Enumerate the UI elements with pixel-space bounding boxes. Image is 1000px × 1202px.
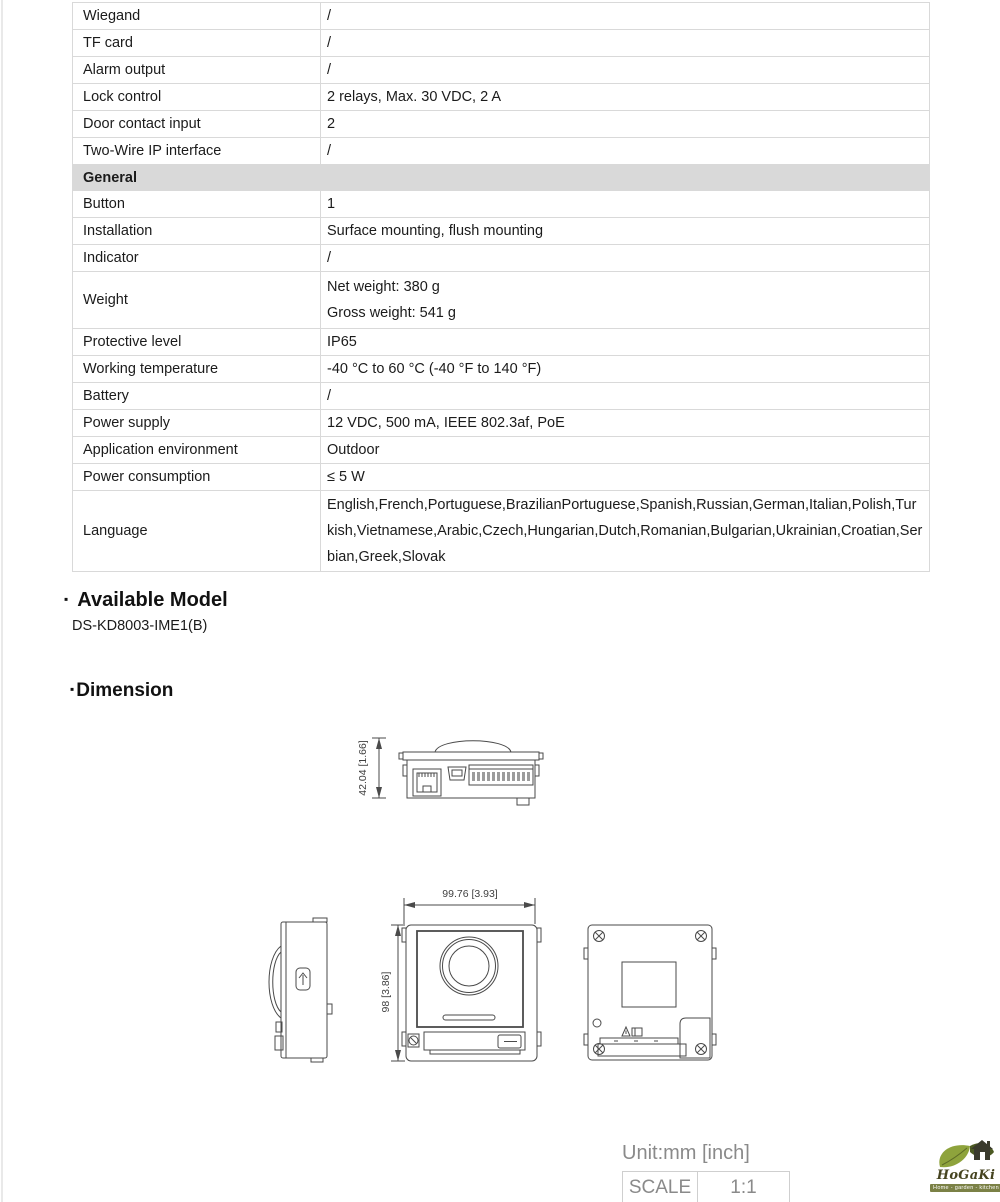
spec-label: Installation: [73, 218, 321, 245]
rear-cutout: [622, 962, 676, 1007]
spec-value: English,French,Portuguese,BrazilianPortuguese,Spanish,Russian,German,Italian,Polish,Turkish,Vietnamese,Arabic,Czech,Hungarian,Dutch,Romanian,Bulgarian,Ukrainian,Croatian,Serbian,Greek,Slovak: [321, 491, 930, 572]
spec-row: [73, 111, 930, 138]
scale-value: 1:1: [698, 1172, 790, 1202]
front-view-drawing: [370, 884, 580, 1064]
spec-row: [73, 218, 930, 245]
spec-row: [73, 272, 930, 329]
side-view-drawing: [255, 906, 340, 1066]
spec-value: 12 VDC, 500 mA, IEEE 802.3af, PoE: [321, 410, 930, 437]
logo-tagline: Home - garden - kitchen: [930, 1184, 1000, 1192]
spec-table: [72, 2, 930, 572]
spec-value-line: Net weight: 380 g: [327, 279, 440, 295]
spec-value-line: Gross weight: 541 g: [327, 305, 456, 321]
spec-row: [73, 30, 930, 57]
dimension-heading: [70, 680, 173, 702]
spec-value: 1: [321, 191, 930, 218]
spec-label: Protective level: [73, 329, 321, 356]
depth-dimension: [357, 738, 386, 798]
hogaki-logo: [930, 1139, 1000, 1192]
spec-row: [73, 84, 930, 111]
available-model-heading: [64, 589, 228, 612]
model-number: DS-KD8003-IME1(B): [72, 618, 208, 634]
logo-brand-text: HoGaKi: [936, 1168, 996, 1183]
spec-label: TF card: [73, 30, 321, 57]
rj45-port: [413, 769, 441, 796]
spec-label: Lock control: [73, 84, 321, 111]
scale-table: [622, 1171, 790, 1202]
bottom-screw: [408, 1034, 419, 1047]
connector-socket: [448, 767, 466, 780]
spec-row: [73, 329, 930, 356]
spec-value: /: [321, 3, 930, 30]
spec-label: Language: [73, 491, 321, 572]
microphone-slot: [443, 1015, 495, 1020]
warning-icons: [622, 1027, 642, 1036]
spec-label: Two-Wire IP interface: [73, 138, 321, 165]
leaf-house-icon: [936, 1139, 996, 1169]
height-dimension: [380, 925, 405, 1061]
spec-value: /: [321, 138, 930, 165]
lens-bulge: [269, 946, 281, 1018]
up-arrow-icon: [296, 968, 310, 990]
spec-label: Weight: [73, 272, 321, 329]
spec-label: Alarm output: [73, 57, 321, 84]
width-dimension-label: 99.76 [3.93]: [442, 888, 498, 900]
page-edge: [1, 0, 3, 1202]
mounting-foot: [517, 798, 529, 805]
spec-row: [73, 57, 930, 84]
bottom-rail: [598, 1038, 686, 1056]
spec-label: Button: [73, 191, 321, 218]
camera-lens: [440, 937, 498, 995]
spec-value: /: [321, 383, 930, 410]
spec-row: [73, 410, 930, 437]
spec-value: [321, 272, 930, 329]
dimension-title: Dimension: [76, 680, 174, 701]
height-dimension-label: 98 [3.86]: [380, 971, 392, 1013]
call-button-bar: [424, 1032, 525, 1054]
spec-value: Outdoor: [321, 437, 930, 464]
device-rear-outline: [584, 925, 716, 1060]
rear-view-drawing: [580, 906, 725, 1066]
spec-row: [73, 138, 930, 165]
spec-label: Indicator: [73, 245, 321, 272]
spec-label: Door contact input: [73, 111, 321, 138]
device-front-outline: [402, 925, 541, 1061]
spec-value: /: [321, 57, 930, 84]
spec-label: Wiegand: [73, 3, 321, 30]
spec-value: 2: [321, 111, 930, 138]
spec-label: Power consumption: [73, 464, 321, 491]
unit-note: Unit:mm [inch]: [622, 1142, 750, 1164]
rear-hole: [593, 1019, 601, 1027]
corner-screws: [594, 931, 707, 1055]
available-model-title: Available Model: [77, 589, 228, 611]
spec-value: /: [321, 245, 930, 272]
spec-value: IP65: [321, 329, 930, 356]
spec-section-label: General: [73, 165, 930, 191]
spec-section-row: [73, 165, 930, 191]
spec-value: /: [321, 30, 930, 57]
terminal-block: [469, 765, 533, 785]
spec-value: ≤ 5 W: [321, 464, 930, 491]
spec-label: Working temperature: [73, 356, 321, 383]
spec-label: Battery: [73, 383, 321, 410]
depth-dimension-label: 42.04 [1.66]: [357, 740, 369, 796]
width-dimension: [404, 888, 535, 924]
spec-row: [73, 464, 930, 491]
spec-row: [73, 3, 930, 30]
spec-row: [73, 356, 930, 383]
spec-value: Surface mounting, flush mounting: [321, 218, 930, 245]
bullet-icon: ▪: [70, 682, 75, 696]
spec-row: [73, 245, 930, 272]
scale-label: SCALE: [622, 1172, 698, 1202]
bullet-icon: ▪: [64, 592, 69, 606]
top-view-drawing: [355, 722, 555, 812]
spec-row: [73, 383, 930, 410]
spec-label: Power supply: [73, 410, 321, 437]
spec-row: [73, 491, 930, 572]
spec-value: 2 relays, Max. 30 VDC, 2 A: [321, 84, 930, 111]
spec-value: -40 °C to 60 °C (-40 °F to 140 °F): [321, 356, 930, 383]
spec-row: [73, 191, 930, 218]
spec-label: Application environment: [73, 437, 321, 464]
spec-row: [73, 437, 930, 464]
